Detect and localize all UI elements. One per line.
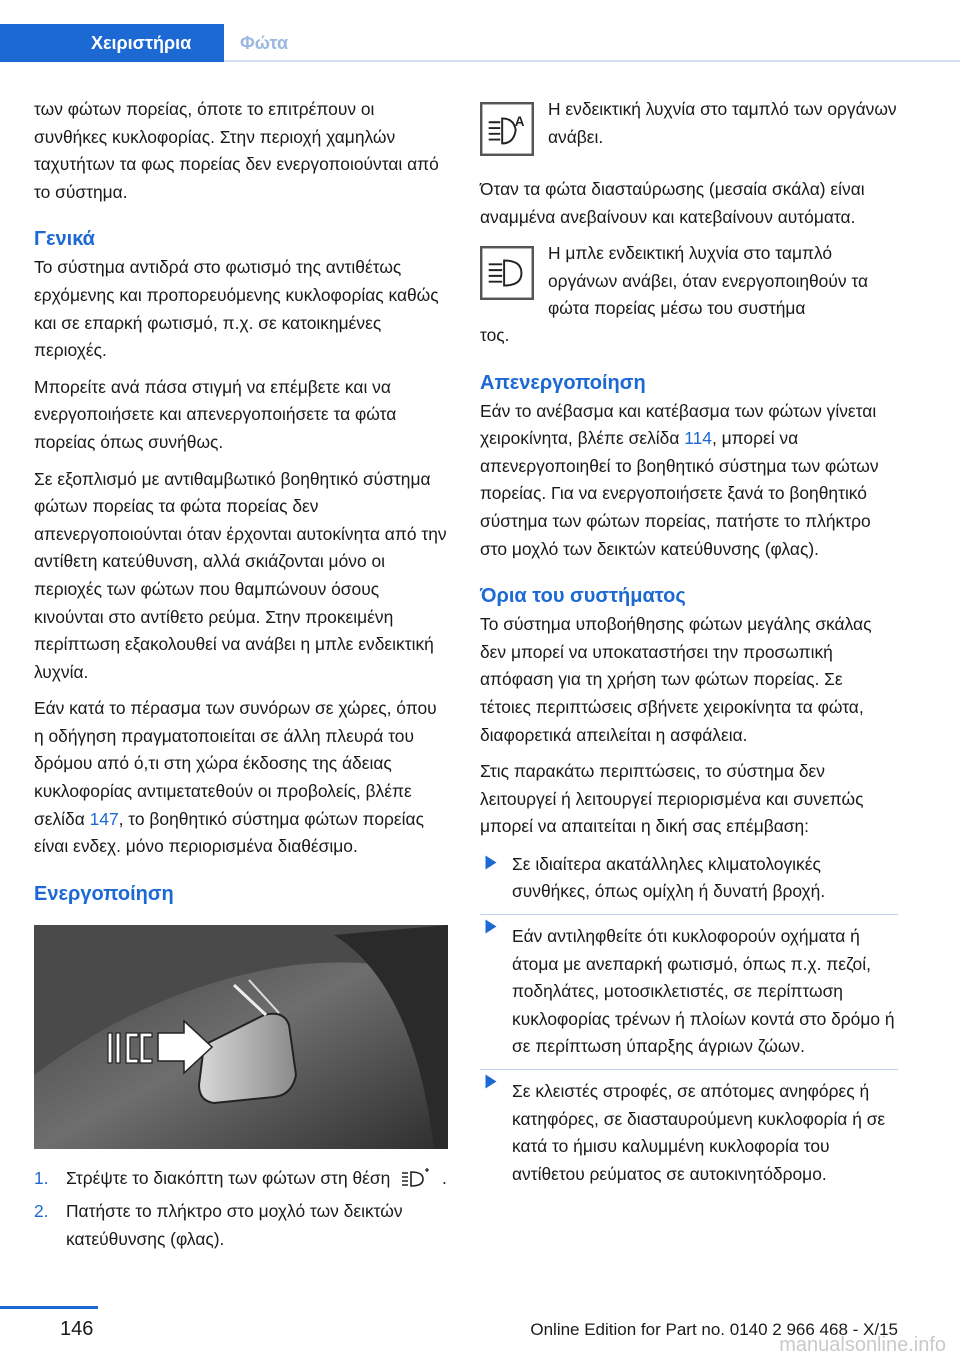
indicator-1-text: Η ενδεικτική λυχνία στο ταμπλό των οργάνων ανάβει. <box>548 99 897 147</box>
page-link-147[interactable]: 147 <box>89 808 119 829</box>
bullet-arrow-icon <box>486 920 497 934</box>
indicator-row-2 <box>480 240 898 323</box>
general-paragraph-4: Εάν κατά το πέρασμα των συνόρων σε χώρες, όπου η οδήγηση πραγματοποιείται σε άλλη πλευρά του δρόμου από ό,τι στη χώρα έκδοσης της άδειας κυκλοφορίας αντιμετατεθούν οι προβολείς, βλέπε σελίδα 147, το βοηθητικό σύστημα φώτων πορείας είναι ενδεχ. μόνο περιορισμένα διαθέσιμο. <box>34 698 437 857</box>
edition-footer: Online Edition for Part no. 0140 2 966 468 - X/15 <box>530 1320 898 1339</box>
indicator-2-tail: τος. <box>480 324 510 345</box>
svg-text:A: A <box>514 114 525 130</box>
right-column <box>480 96 898 1196</box>
heading-general: Γενικά <box>34 228 95 251</box>
bullet-arrow-icon <box>486 855 497 869</box>
heading-deactivation: Απενεργοποίηση <box>480 371 646 394</box>
high-beam-assistant-indicator-icon <box>480 102 534 156</box>
activation-steps <box>34 1165 450 1254</box>
indicator-2-text: Η μπλε ενδεικτική λυχνία στο ταμπλό οργάνων ανάβει, όταν ενεργοποιηθούν τα φώτα πορείας μέσω του συστήμα <box>548 243 869 319</box>
header-divider <box>224 60 960 62</box>
intro-paragraph: των φώτων πορείας, όποτε το επιτρέπουν οι συνθήκες κυκλοφορίας. Στην περιοχή χαμηλών ταχυτήτων τα φως πορείας δεν ενεργοποιούνται από το σύστημα. <box>34 99 439 202</box>
tab-lights[interactable]: Φώτα <box>240 33 289 53</box>
page-link-114[interactable]: 114 <box>684 428 712 449</box>
bullet-arrow-icon <box>486 1075 497 1089</box>
left-column <box>34 96 450 1260</box>
limits-paragraph-2: Στις παρακάτω περιπτώσεις, το σύστημα δεν λειτουργεί ή λειτουργεί περιορισμένα και συνεπώς μπορεί να απαιτείται η δική σας επέμβαση: <box>480 761 864 837</box>
list-item: Σε κλειστές στροφές, σε απότομες ανηφόρες ή κατηφόρες, σε διασταυρούμενη κυκλοφορία ή σε κατά το ήμισυ καλυμμένη κυκλοφορία του αντίθετου ρεύματος σε αυτοκινητόδρομο. <box>480 1069 898 1188</box>
general-paragraph-2: Μπορείτε ανά πάσα στιγμή να επέμβετε και να ενεργοποιήσετε και απενεργοποιήσετε τα φώτα πορείας όπως συνήθως. <box>34 376 397 452</box>
page-number: 146 <box>60 1318 94 1340</box>
low-beam-paragraph: Όταν τα φώτα διασταύρωσης (μεσαία σκάλα) είναι αναμμένα ανεβαίνουν και κατεβαίνουν αυτόματα. <box>480 179 865 227</box>
turn-signal-lever-photo <box>34 925 448 1149</box>
watermark: manualsonline.info <box>779 1334 946 1356</box>
heading-limits: Όρια του συστήματος <box>480 585 686 608</box>
general-paragraph-1: Το σύστημα αντιδρά στο φωτισμό της αντιθέτως ερχόμενης και προπορευόμενης κυκλοφορίας καθώς και σε επαρκή φωτισμό, π.χ. σε κατοικημένες περιοχές. <box>34 257 439 361</box>
auto-high-beam-icon <box>399 1168 433 1190</box>
list-item: Εάν αντιληφθείτε ότι κυκλοφορούν οχήματα ή άτομα με ανεπαρκή φωτισμό, όπως π.χ. πεζοί, ποδηλάτες, μοτοσικλετιστές, σε περίπτωση κυκλοφορίας τρένων ή πλοίων κοντά στο δρόμο ή σε περίπτωση ύπαρξης άγριων ζώων. <box>480 914 898 1061</box>
header-bar <box>0 0 960 62</box>
limits-paragraph-1: Το σύστημα υποβοήθησης φώτων μεγάλης σκάλας δεν μπορεί να υποκαταστήσει την προσωπική απόφαση για τη χρήση των φώτων πορείας. Σε τέτοιες περιπτώσεις σβήνετε χειροκίνητα τα φώτα, διαφορετικά απειλείται η ασφάλεια. <box>480 614 872 745</box>
indicator-row-1 <box>480 96 898 168</box>
tab-controls[interactable]: Χειριστήρια <box>0 24 224 62</box>
footer-accent-line <box>0 1306 98 1309</box>
list-item: Σε ιδιαίτερα ακατάλληλες κλιματολογικές συνθήκες, όπως ομίχλη ή δυνατή βροχή. <box>480 851 898 906</box>
step-2: 2. Πατήστε το πλήκτρο στο μοχλό των δεικτών κατεύθυνσης (φλας). <box>34 1201 403 1250</box>
deactivation-paragraph: Εάν το ανέβασμα και κατέβασμα των φώτων γίνεται χειροκίνητα, βλέπε σελίδα 114, μπορεί να απενεργοποιηθεί το βοηθητικό σύστημα των φώτων πορείας. Για να ενεργοποιήσετε ξανά το βοηθητικό σύστημα των φώτων πορείας, πατήστε το πλήκτρο στο μοχλό των δεικτών κατεύθυνσης (φλας). <box>480 400 879 559</box>
general-paragraph-3: Σε εξοπλισμό με αντιθαμβωτικό βοηθητικό σύστημα φώτων πορείας τα φώτα πορείας δεν απενεργοποιούνται όταν έρχονται αυτοκίνητα από την αντίθετη κατεύθυνση, αλλά σκιάζονται μόνο οι περιοχές των φώτων που θαμπώνουν όσους κινούνται στο αντίθετο ρεύμα. Στην προκειμένη περίπτωση εξακολουθεί να ανάβει η μπλε ενδεικτική λυχνία. <box>34 468 447 682</box>
heading-activation: Ενεργοποίηση <box>34 882 174 905</box>
high-beam-indicator-icon <box>480 246 534 300</box>
step-1: 1. Στρέψτε το διακόπτη των φώτων στη θέση . <box>34 1165 450 1193</box>
limits-list <box>480 851 898 1189</box>
